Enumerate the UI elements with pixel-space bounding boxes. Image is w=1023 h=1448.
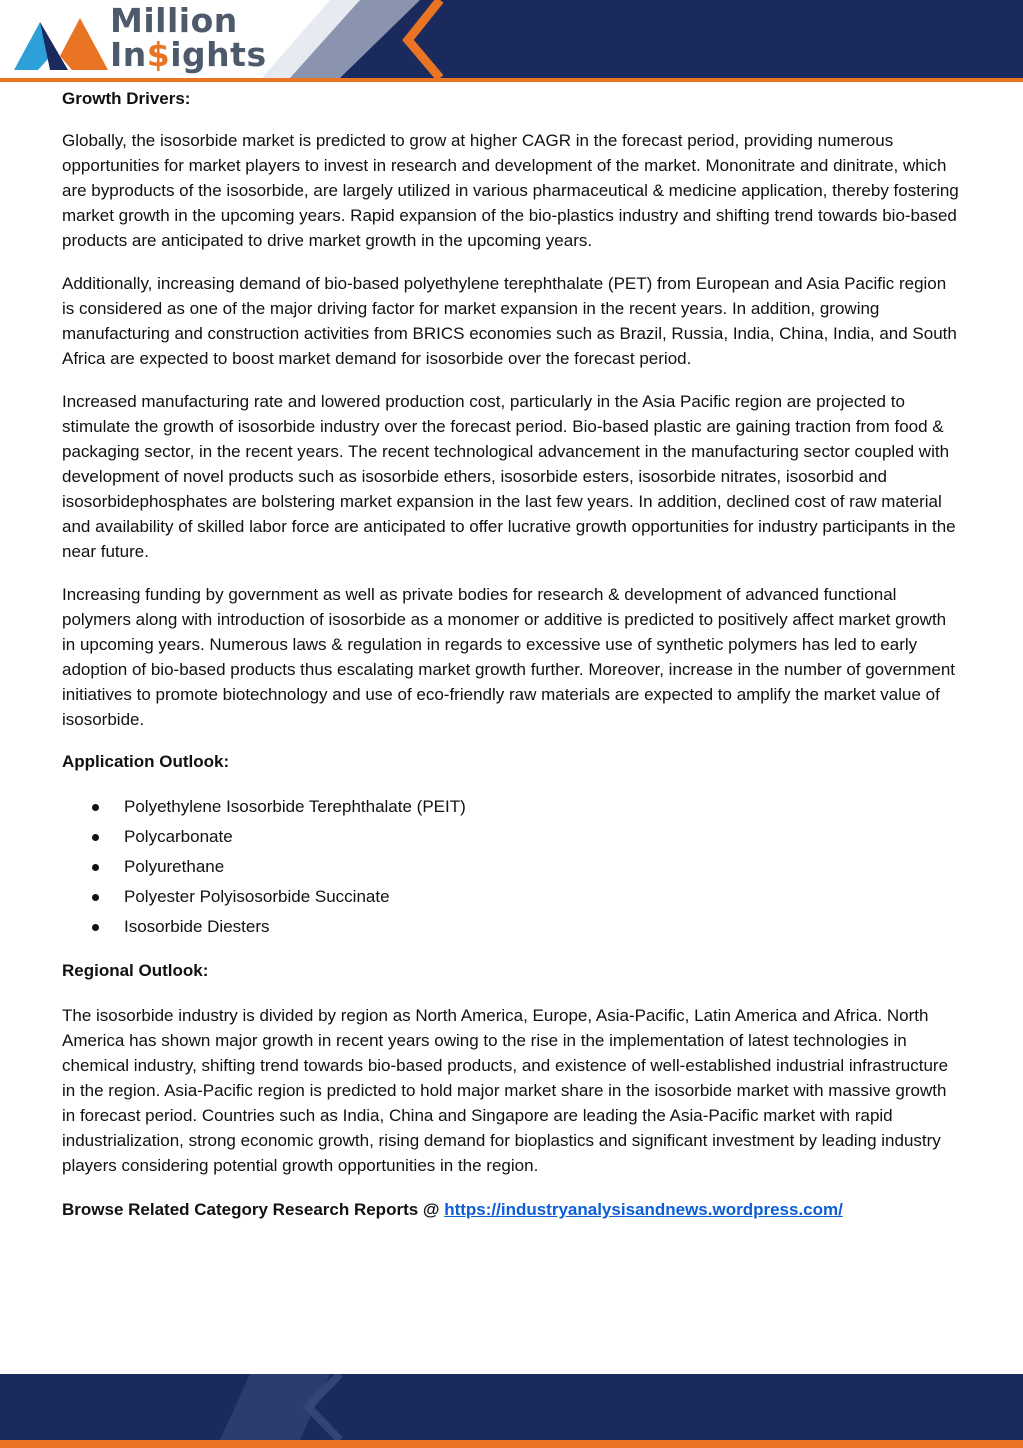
list-item bbox=[62, 822, 962, 852]
list-item bbox=[62, 882, 962, 912]
regional-paragraph: The isosorbide industry is divided by region as North America, Europe, Asia-Pacific, Latin America and Africa. North America has shown major growth in recent years owing to the rise in the implementation of latest technologies in chemical industry, shifting trend towards bio-based products, and existence of well-established industrial infrastructure in the region. Asia-Pacific region is predicted to hold major market share in the isosorbide market with massive growth in forecast period. Countries such as India, China and Singapore are leading the Asia-Pacific market with rapid industrialization, strong economic growth, rising demand for bioplastics and significant investment by leading industry players considering potential growth opportunities in the region. bbox=[62, 1006, 949, 1175]
list-item bbox=[62, 852, 962, 882]
list-item-text: Polyurethane bbox=[124, 857, 225, 876]
logo-line-2-prefix: In bbox=[110, 35, 147, 74]
bullet-icon bbox=[92, 834, 99, 841]
logo-wordmark bbox=[110, 1, 267, 74]
list-item-text: Polyester Polyisosorbide Succinate bbox=[124, 887, 390, 906]
browse-related-reports bbox=[62, 1197, 962, 1222]
application-list bbox=[62, 792, 962, 942]
logo-mark-icon bbox=[10, 4, 110, 76]
document-body bbox=[62, 86, 962, 1239]
logo-line-2 bbox=[110, 35, 267, 74]
footer-banner bbox=[0, 1374, 1023, 1448]
reports-link[interactable]: https://industryanalysisandnews.wordpress.com/ bbox=[444, 1200, 843, 1219]
regional-outlook-heading: Regional Outlook: bbox=[62, 961, 209, 980]
growth-drivers-heading: Growth Drivers: bbox=[62, 89, 191, 108]
bullet-icon bbox=[92, 894, 99, 901]
bullet-icon bbox=[92, 804, 99, 811]
list-item-text: Polyethylene Isosorbide Terephthalate (PEIT) bbox=[124, 797, 466, 816]
growth-paragraph-1: Globally, the isosorbide market is predicted to grow at higher CAGR in the forecast period, providing numerous opportunities for market players to invest in research and development of the market. Mononitrate and dinitrate, which are byproducts of the isosorbide, are largely utilized in various pharmaceutical & medicine application, thereby fostering market growth in the upcoming years. Rapid expansion of the bio-plastics industry and shifting trend towards bio-based products are anticipated to drive market growth in the upcoming years. bbox=[62, 131, 959, 250]
page-header bbox=[0, 0, 1023, 82]
list-item-text: Isosorbide Diesters bbox=[124, 917, 270, 936]
growth-paragraph-2: Additionally, increasing demand of bio-based polyethylene terephthalate (PET) from European and Asia Pacific region is considered as one of the major driving factor for market expansion in the recent years. In addition, growing manufacturing and construction activities from BRICS economies such as Brazil, Russia, India, China, India, and South Africa are expected to boost market demand for isosorbide over the forecast period. bbox=[62, 274, 957, 368]
logo-dollar-sign: $ bbox=[146, 35, 171, 74]
list-item bbox=[62, 792, 962, 822]
browse-label: Browse Related Category Research Reports @ bbox=[62, 1200, 445, 1219]
growth-paragraph-3: Increased manufacturing rate and lowered production cost, particularly in the Asia Pacific region are projected to stimulate the growth of isosorbide industry over the forecast period. Bio-based plastic are gaining traction from food & packaging sector, in the recent years. The recent technological advancement in the manufacturing sector coupled with development of novel products such as isosorbide ethers, isosorbide esters, isosorbide nitrates, isosorbid and isosorbidephosphates are bolstering market expansion in the last few years. In addition, declined cost of raw material and availability of skilled labor force are anticipated to offer lucrative growth opportunities for industry participants in the near future. bbox=[62, 392, 956, 561]
logo-line-1: Million bbox=[110, 1, 238, 40]
logo-line-2-suffix: ights bbox=[170, 35, 267, 74]
list-item bbox=[62, 912, 962, 942]
bullet-icon bbox=[92, 864, 99, 871]
list-item-text: Polycarbonate bbox=[124, 827, 233, 846]
bullet-icon bbox=[92, 924, 99, 931]
growth-paragraph-4: Increasing funding by government as well as private bodies for research & development of advanced functional polymers along with introduction of isosorbide as a monomer or additive is predicted to positively affect market growth in upcoming years. Numerous laws & regulation in regards to excessive use of synthetic polymers has led to early adoption of bio-based products thus escalating market growth further. Moreover, increase in the number of government initiatives to promote biotechnology and use of eco-friendly raw materials are expected to amplify the market value of isosorbide. bbox=[62, 585, 955, 729]
page-footer bbox=[0, 1374, 1023, 1448]
application-outlook-heading: Application Outlook: bbox=[62, 752, 230, 771]
